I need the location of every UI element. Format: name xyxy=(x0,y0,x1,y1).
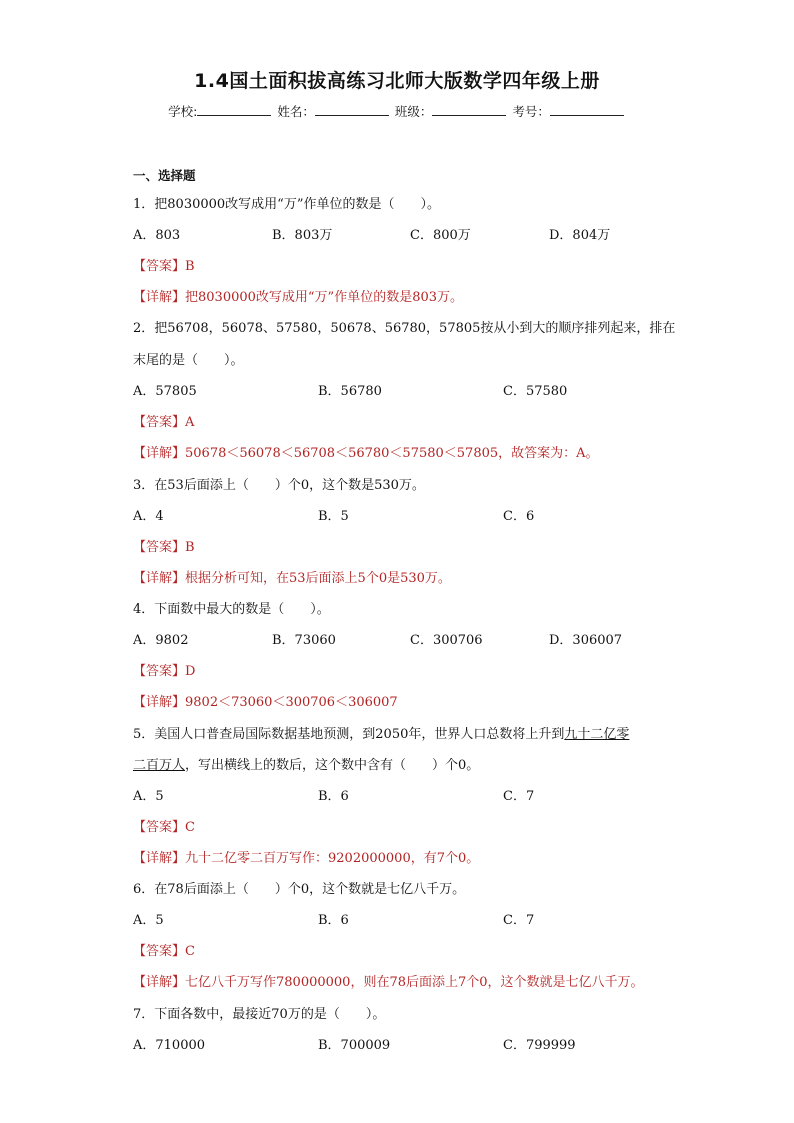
school-blank xyxy=(197,103,271,116)
name-blank xyxy=(315,103,389,116)
q3-detail: 【详解】根据分析可知，在53后面添上5个0是530万。 xyxy=(133,571,451,586)
question-6-stem: 6．在78后面添上（ ）个0，这个数就是七亿八千万。 xyxy=(133,882,466,897)
q1-option-b: B．803万 xyxy=(272,228,333,243)
q2-option-b: B．56780 xyxy=(318,384,382,399)
q6-option-b: B．6 xyxy=(318,913,349,928)
q1-answer: 【答案】B xyxy=(133,259,195,274)
question-2-stem-line2: 末尾的是（ ）。 xyxy=(133,353,244,368)
student-info-row xyxy=(0,102,794,120)
q4-option-c: C．300706 xyxy=(410,633,483,648)
q3-answer: 【答案】B xyxy=(133,540,195,555)
q4-option-b: B．73060 xyxy=(272,633,336,648)
class-blank xyxy=(432,103,506,116)
q1-detail: 【详解】把8030000改写成用“万”作单位的数是803万。 xyxy=(133,290,464,305)
id-blank xyxy=(550,103,624,116)
page-title: 1.4国土面积拔高练习北师大版数学四年级上册 xyxy=(194,70,600,92)
q2-detail: 【详解】50678＜56078＜56708＜56780＜57580＜57805，故答案为：A。 xyxy=(133,446,599,461)
q2-option-c: C．57580 xyxy=(503,384,568,399)
section-title: 一、选择题 xyxy=(133,168,196,183)
q2-option-a: A．57805 xyxy=(133,384,197,399)
q5-answer: 【答案】C xyxy=(133,820,195,835)
q3-option-b: B．5 xyxy=(318,509,349,524)
q3-option-a: A．4 xyxy=(133,509,164,524)
q1-option-a: A．803 xyxy=(133,228,181,243)
q1-option-c: C．800万 xyxy=(410,228,471,243)
q5-option-a: A．5 xyxy=(133,789,164,804)
school-label: 学校: xyxy=(168,104,198,119)
id-label: 考号： xyxy=(512,104,550,119)
question-7-stem: 7．下面各数中，最接近70万的是（ ）。 xyxy=(133,1007,386,1022)
q7-option-c: C．799999 xyxy=(503,1038,576,1053)
q4-detail: 【详解】9802＜73060＜300706＜306007 xyxy=(133,695,398,710)
question-5-stem-line2 xyxy=(133,754,479,773)
q2-answer: 【答案】A xyxy=(133,415,195,430)
q5-underlined-number-part2: 二百万人 xyxy=(133,758,186,773)
q4-option-d: D．306007 xyxy=(549,633,623,648)
q5-stem-text: 5．美国人口普查局国际数据基地预测，到2050年，世界人口总数将上升到 xyxy=(133,727,565,742)
question-4-stem: 4．下面数中最大的数是（ ）。 xyxy=(133,602,330,617)
q6-detail: 【详解】七亿八千万写作780000000，则在78后面添上7个0，这个数就是七亿八千万。 xyxy=(133,975,644,990)
q5-option-c: C．7 xyxy=(503,789,535,804)
question-2-stem-line1: 2．把56708，56078、57580，50678、56780，57805按从小到大的顺序排列起来，排在 xyxy=(133,321,676,336)
q5-underlined-number-part1: 九十二亿零 xyxy=(564,727,630,742)
q5-detail: 【详解】九十二亿零二百万写作：9202000000，有7个0。 xyxy=(133,851,480,866)
question-3-stem: 3．在53后面添上（ ）个0，这个数是530万。 xyxy=(133,478,425,493)
q7-option-a: A．710000 xyxy=(133,1038,206,1053)
q6-option-a: A．5 xyxy=(133,913,164,928)
name-label: 姓名： xyxy=(277,104,315,119)
q4-option-a: A．9802 xyxy=(133,633,189,648)
q6-option-c: C．7 xyxy=(503,913,535,928)
q7-option-b: B．700009 xyxy=(318,1038,391,1053)
q5-option-b: B．6 xyxy=(318,789,349,804)
q4-answer: 【答案】D xyxy=(133,664,196,679)
question-5-stem-line1 xyxy=(133,723,629,742)
q1-option-d: D．804万 xyxy=(549,228,611,243)
class-label: 班级： xyxy=(394,104,433,119)
q6-answer: 【答案】C xyxy=(133,944,195,959)
q3-option-c: C．6 xyxy=(503,509,535,524)
q5-stem-text-2: ，写出横线上的数后，这个数中含有（ ）个0。 xyxy=(185,758,480,773)
question-1-stem: 1．把8030000改写成用“万”作单位的数是（ ）。 xyxy=(133,197,440,212)
